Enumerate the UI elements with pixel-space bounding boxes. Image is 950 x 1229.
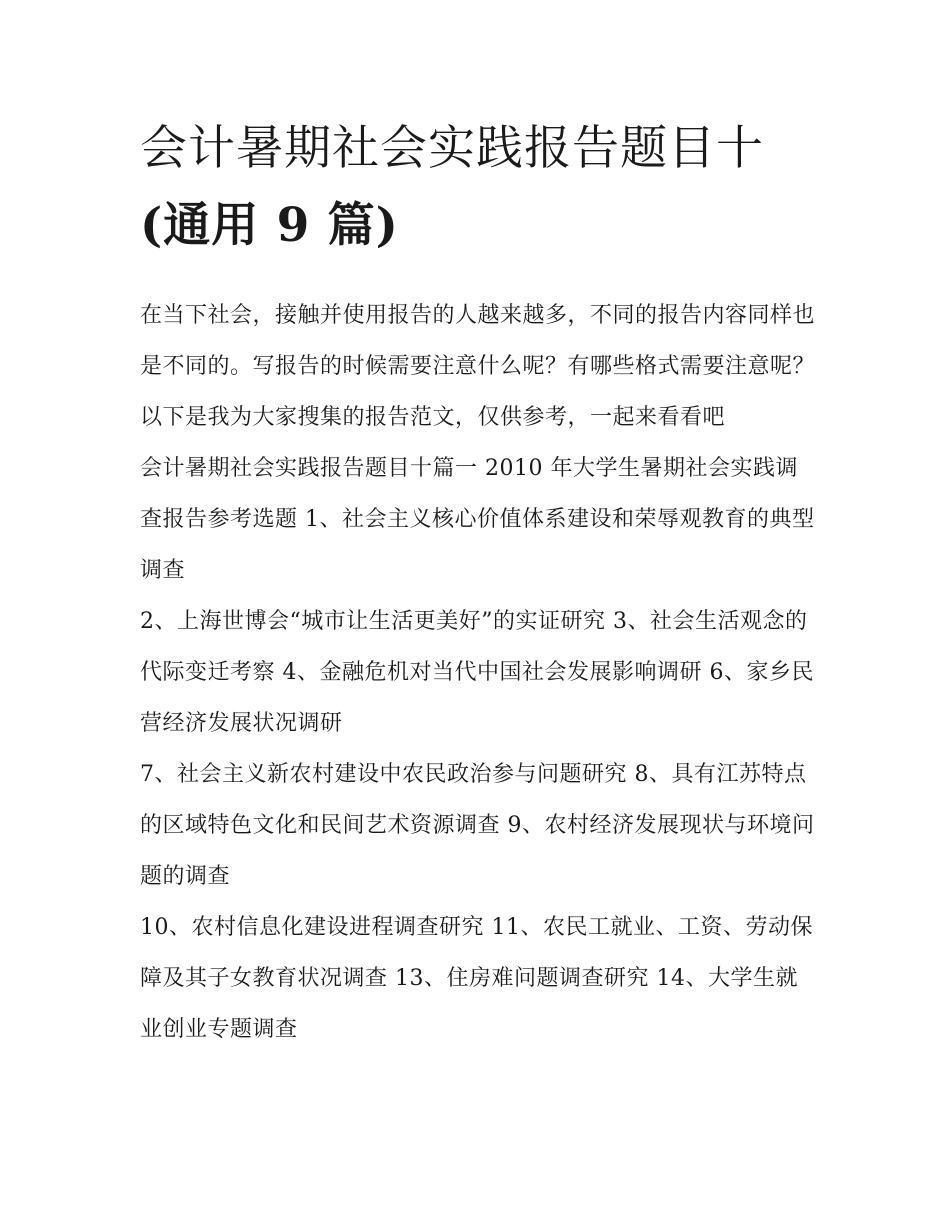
title-line-1: 会计暑期社会实践报告题目十: [140, 121, 764, 176]
body-paragraph: 2、上海世博会“城市让生活更美好”的实证研究 3、社会生活观念的代际变迁考察 4、金融危机对当代中国社会发展影响调研 6、家乡民营经济发展状况调研: [140, 609, 814, 736]
body-paragraph: 7、社会主义新农村建设中农民政治参与问题研究 8、具有江苏特点的区域特色文化和民间艺术资源调查 9、农村经济发展现状与环境问题的调查: [140, 762, 815, 889]
body-paragraph: 10、农村信息化建设进程调查研究 11、农民工就业、工资、劳动保障及其子女教育状况调查 13、住房难问题调查研究 14、大学生就业创业专题调查: [140, 915, 813, 1042]
document-title: [140, 110, 815, 264]
document-page: [140, 110, 815, 1055]
intro-paragraph: 在当下社会，接触并使用报告的人越来越多，不同的报告内容同样也是不同的。写报告的时候需要注意什么呢？有哪些格式需要注意呢？以下是我为大家搜集的报告范文，仅供参考，一起来看看吧: [140, 303, 816, 430]
title-line-2: (通用 9 篇): [140, 198, 399, 253]
body-paragraph: 会计暑期社会实践报告题目十篇一 2010 年大学生暑期社会实践调查报告参考选题 1、社会主义核心价值体系建设和荣辱观教育的典型调查: [140, 456, 815, 583]
